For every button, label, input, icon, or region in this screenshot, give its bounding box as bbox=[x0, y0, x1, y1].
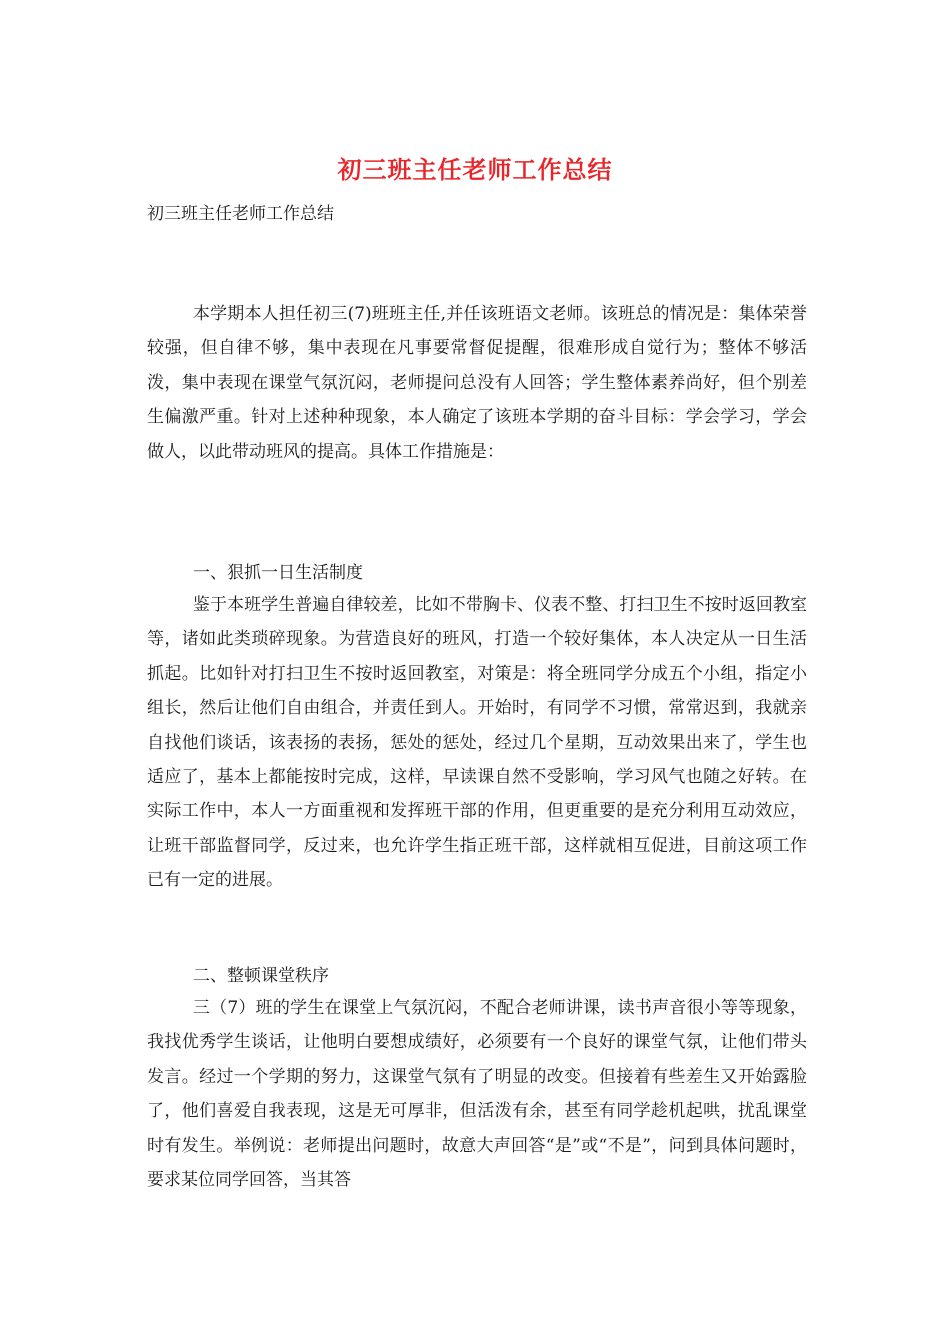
document-title: 初三班主任老师工作总结 bbox=[337, 155, 613, 184]
section-1-heading: 一、狠抓一日生活制度 bbox=[193, 563, 363, 583]
section-2-paragraph: 三（7）班的学生在课堂上气氛沉闷，不配合老师讲课，读书声音很小等等现象，我找优秀学生谈话，让他明白要想成绩好，必须要有一个良好的课堂气氛，让他们带头发言。经过一个学期的努力，这课堂气氛有了明显的改变。但接着有些差生又开始露脸了，他们喜爱自我表现，这是无可厚非，但活泼有余，甚至有同学趁机起哄，扰乱课堂时有发生。举例说：老师提出问题时，故意大声回答“是”或“不是”，问到具体问题时，要求某位同学回答，当其答 bbox=[147, 998, 807, 1191]
section-1-paragraph: 鉴于本班学生普遍自律较差，比如不带胸卡、仪表不整、打扫卫生不按时返回教室等，诸如此类琐碎现象。为营造良好的班风，打造一个较好集体，本人决定从一日生活抓起。比如针对打扫卫生不按时返回教室，对策是：将全班同学分成五个小组，指定小组长，然后让他们自由组合，并责任到人。开始时，有同学不习惯，常常迟到，我就亲自找他们谈话，该表扬的表扬，惩处的惩处，经过几个星期，互动效果出来了，学生也适应了，基本上都能按时完成，这样，早读课自然不受影响，学习风气也随之好转。在实际工作中，本人一方面重视和发挥班干部的作用，但更重要的是充分利用互动效应，让班干部监督同学，反过来，也允许学生指正班干部，这样就相互促进，目前这项工作已有一定的进展。 bbox=[147, 595, 807, 891]
section-2-heading: 二、整顿课堂秩序 bbox=[193, 966, 329, 986]
intro-paragraph: 本学期本人担任初三(7)班班主任,并任该班语文老师。该班总的情况是：集体荣誉较强，但自律不够，集中表现在凡事要常督促提醒，很难形成自觉行为；整体不够活泼，集中表现在课堂气氛沉闷，老师提问总没有人回答；学生整体素养尚好，但个别差生偏激严重。针对上述种种现象，本人确定了该班本学期的奋斗目标：学会学习，学会做人，以此带动班风的提高。具体工作措施是： bbox=[147, 304, 807, 462]
document-subtitle: 初三班主任老师工作总结 bbox=[147, 204, 334, 224]
